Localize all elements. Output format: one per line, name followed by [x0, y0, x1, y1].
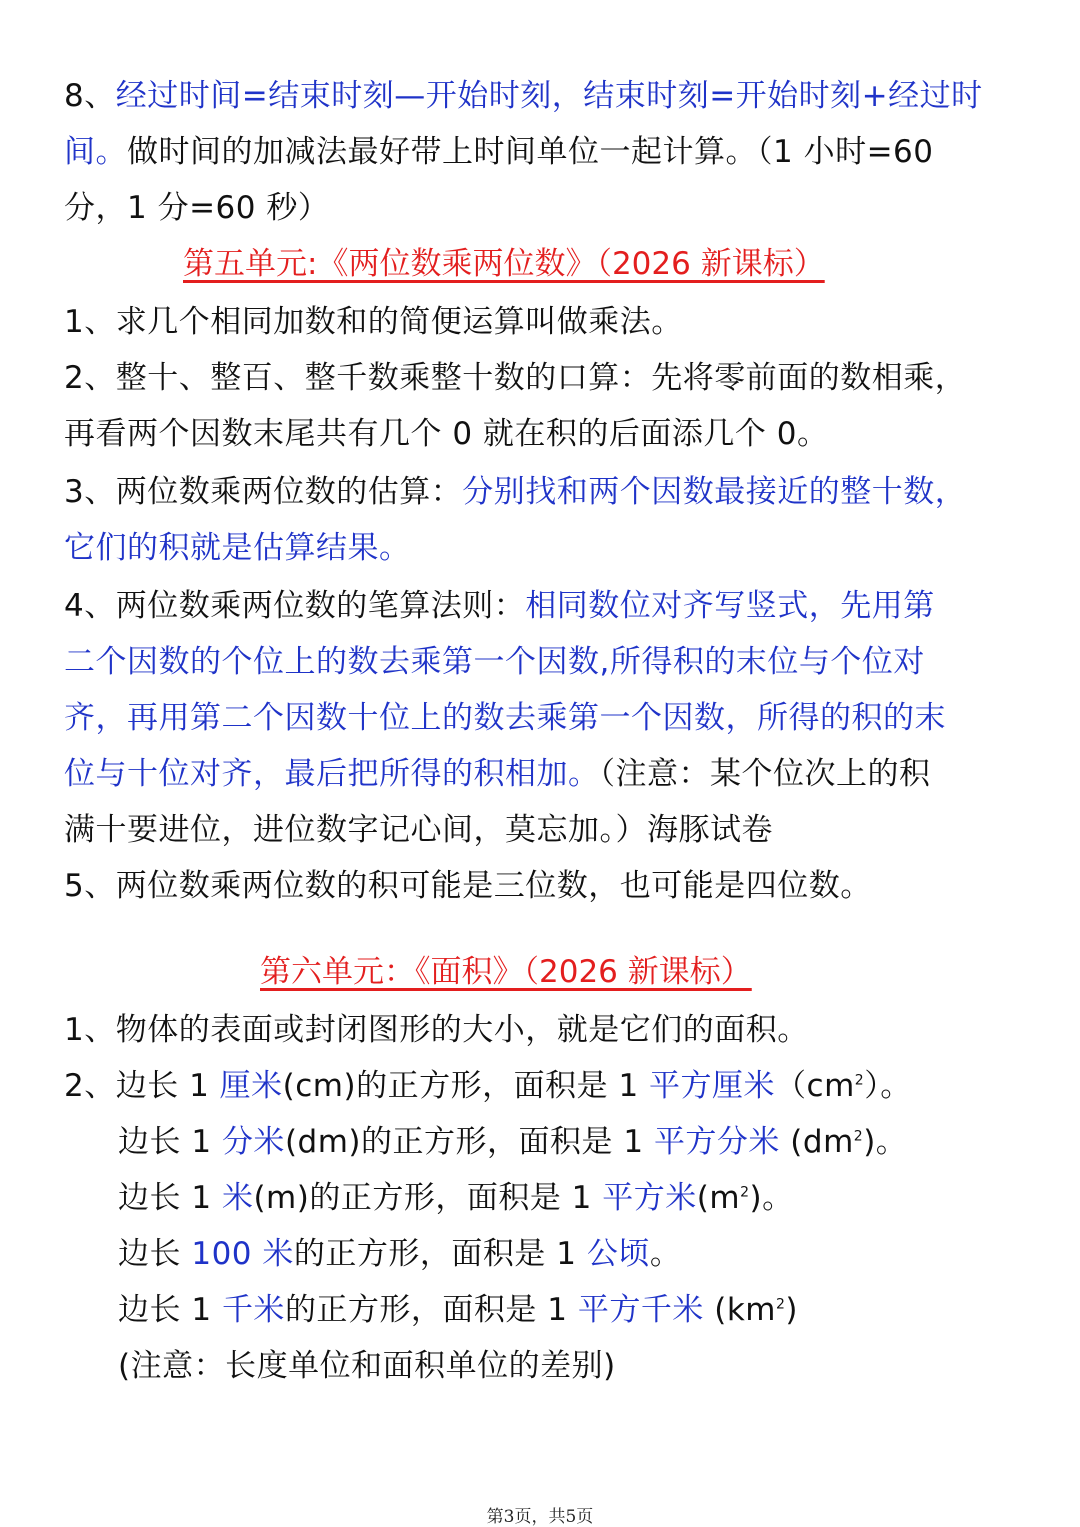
- line: 它们的积就是估算结果。: [64, 530, 411, 566]
- page-footer: 第3页，共5页: [486, 1507, 594, 1527]
- line: 二个因数的个位上的数去乘第一个因数,所得积的末位与个位对: [64, 644, 925, 680]
- line: 1、求几个相同加数和的简便运算叫做乘法。: [64, 304, 683, 340]
- line: 4、两位数乘两位数的笔算法则：相同数位对齐写竖式，先用第: [64, 588, 935, 624]
- line: 位与十位对齐，最后把所得的积相加。（注意：某个位次上的积: [64, 756, 931, 792]
- line: 边长 100 米的正方形，面积是 1 公顷。: [118, 1236, 682, 1272]
- line: 满十要进位，进位数字记心间，莫忘加。）海豚试卷: [64, 812, 773, 848]
- line: 分，1 分=60 秒）: [64, 190, 330, 226]
- line: 再看两个因数末尾共有几个 0 就在积的后面添几个 0。: [64, 416, 829, 452]
- line: 5、两位数乘两位数的积可能是三位数，也可能是四位数。: [64, 868, 872, 904]
- line: 2、整十、整百、整千数乘整十数的口算：先将零前面的数相乘，: [64, 360, 967, 396]
- line: 齐，再用第二个因数十位上的数去乘第一个因数，所得的积的末: [64, 700, 946, 736]
- unit5-heading: 第五单元:《两位数乘两位数》（2026 新课标）: [183, 246, 825, 282]
- line: 8、经过时间=结束时刻—开始时刻，结束时刻=开始时刻+经过时: [64, 78, 983, 114]
- line: 间。做时间的加减法最好带上时间单位一起计算。（1 小时=60: [64, 134, 934, 170]
- line: (注意：长度单位和面积单位的差别): [118, 1348, 616, 1384]
- line: 1、物体的表面或封闭图形的大小，就是它们的面积。: [64, 1012, 809, 1048]
- line: 边长 1 分米(dm)的正方形，面积是 1 平方分米 $(dm^2)$。: [118, 1124, 908, 1160]
- line: 3、两位数乘两位数的估算：分别找和两个因数最接近的整十数，: [64, 474, 967, 510]
- line: 2、边长 1 厘米(cm)的正方形，面积是 1 平方厘米$(cm^2)$。: [64, 1068, 912, 1104]
- unit6-heading: 第六单元：《面积》（2026 新课标）: [260, 954, 752, 990]
- line: 边长 1 米(m)的正方形，面积是 1 平方米$(m^2)$。: [118, 1180, 794, 1216]
- line: 边长 1 千米的正方形，面积是 1 平方千米 $(km^2)$: [118, 1292, 799, 1328]
